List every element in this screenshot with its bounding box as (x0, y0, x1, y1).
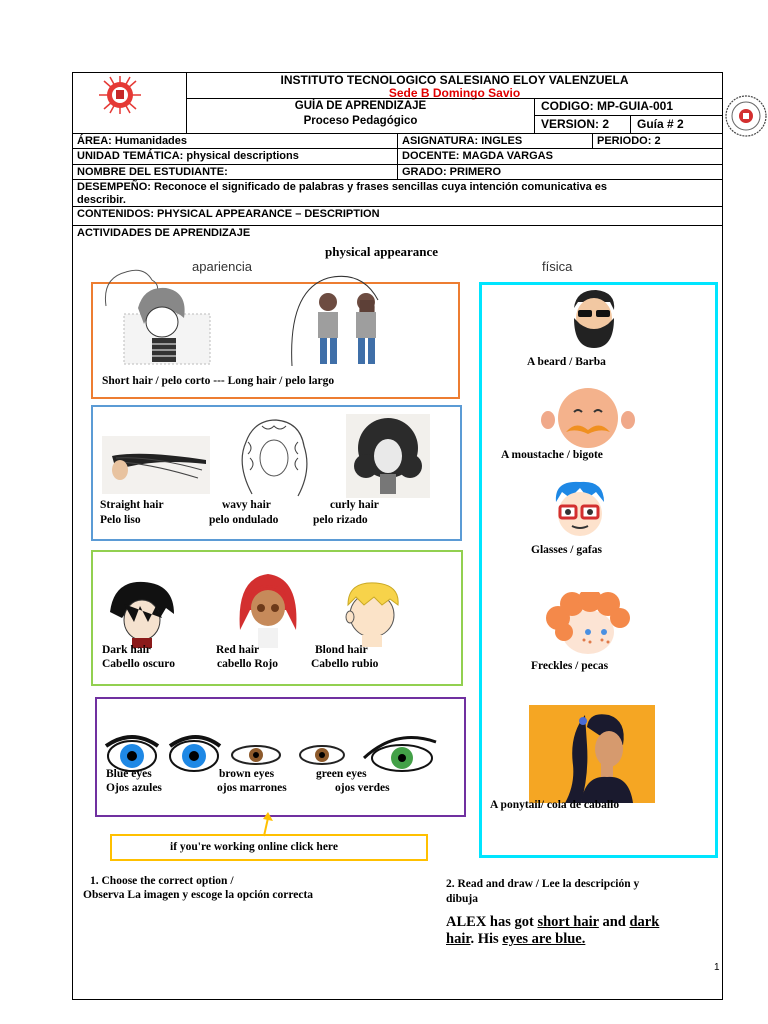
page-number: 1 (714, 962, 720, 973)
actividades-title: ACTIVIDADES DE APRENDIZAJE (77, 227, 251, 239)
estudiante-label: NOMBRE DEL ESTUDIANTE: (77, 166, 228, 178)
process-title: Proceso Pedagógico (303, 115, 418, 127)
straight-hair-es: Pelo liso (100, 514, 141, 526)
dark-hair-image (104, 578, 180, 648)
alex-dark: dark (629, 914, 660, 930)
guia-number: Guía # 2 (637, 117, 684, 131)
ponytail-label: A ponytail/ cola de caballo (490, 799, 620, 811)
title-fisica: física (542, 259, 573, 274)
periodo-text: PERIODO: 2 (597, 135, 661, 147)
periodo-cell (592, 133, 723, 149)
brown-eyes-en: brown eyes (219, 768, 275, 780)
desempeno-cell (72, 179, 723, 207)
exercise2-line1: 2. Read and draw / Lee la descripción y (446, 878, 640, 890)
guia-cell (630, 115, 723, 134)
green-eye-image (360, 728, 440, 778)
unidad-text: UNIDAD TEMÁTICA: physical descriptions (77, 150, 299, 162)
curly-hair-en: curly hair (330, 499, 379, 511)
dark-hair-es: Cabello oscuro (102, 658, 175, 670)
straight-hair-image (102, 436, 210, 494)
logo-cell (72, 72, 187, 134)
asignatura-text: ASIGNATURA: INGLES (402, 135, 523, 147)
exercise1-line2: Observa La imagen y escoge la opción correcta (83, 889, 314, 901)
brown-eyes-es: ojos marrones (217, 782, 287, 794)
exercise2-line2: dibuja (446, 893, 478, 905)
blond-hair-en: Blond hair (315, 644, 368, 656)
contenidos-cell (72, 206, 723, 226)
guide-cell (186, 98, 535, 134)
blond-hair-image (334, 575, 406, 647)
alex-text-2: and (598, 914, 630, 930)
freckles-boy-icon (544, 592, 632, 656)
hair-length-caption: Short hair / pelo corto --- Long hair / pelo largo (102, 375, 335, 387)
red-hair-en: Red hair (216, 644, 260, 656)
beard-man-icon (566, 288, 622, 350)
blond-hair-es: Cabello rubio (311, 658, 379, 670)
wavy-hair-image (232, 414, 316, 498)
alex-description (446, 914, 716, 948)
page-title: physical appearance (325, 244, 439, 259)
glasses-label: Glasses / gafas (531, 544, 602, 556)
version-cell (534, 115, 631, 134)
unidad-cell (72, 148, 398, 165)
beard-label: A beard / Barba (527, 356, 606, 368)
wavy-hair-es: pelo ondulado (209, 514, 279, 526)
dark-hair-en: Dark hair (102, 644, 151, 656)
glasses-boy-icon (546, 480, 612, 542)
alex-eyes-blue: eyes are blue. (502, 931, 586, 947)
school-seal-right (724, 94, 768, 138)
blue-eyes-es: Ojos azules (106, 782, 162, 794)
alex-text-1: ALEX has got (446, 914, 538, 930)
contenidos-text: CONTENIDOS: PHYSICAL APPEARANCE – DESCRIPTION (77, 208, 380, 220)
online-link-text[interactable]: if you're working online click here (170, 841, 338, 853)
area-text: ÁREA: Humanidades (77, 135, 188, 147)
docente-text: DOCENTE: MAGDA VARGAS (402, 150, 553, 162)
green-eyes-es: ojos verdes (335, 782, 390, 794)
curly-hair-image (346, 414, 430, 498)
code-cell (534, 98, 723, 116)
ponytail-girl-image (529, 705, 655, 803)
green-eyes-en: green eyes (316, 768, 367, 780)
sede-name: Sede B Domingo Savio (388, 86, 521, 100)
straight-hair-en: Straight hair (100, 499, 164, 511)
code-text: CODIGO: MP-GUIA-001 (541, 99, 674, 113)
short-hair-girl-image (96, 266, 212, 366)
freckles-label: Freckles / pecas (531, 660, 609, 672)
long-hair-people-image (288, 270, 400, 368)
desempeno-line1: DESEMPEÑO: Reconoce el significado de palabras y frases sencillas cuya intención comunicativa es (77, 181, 608, 193)
grado-text: GRADO: PRIMERO (402, 166, 501, 178)
red-hair-image (236, 570, 300, 648)
brown-eyes-image (228, 740, 348, 770)
curly-hair-es: pelo rizado (313, 514, 368, 526)
red-hair-es: cabello Rojo (217, 658, 279, 670)
blue-eyes-en: Blue eyes (106, 768, 152, 780)
asignatura-cell (397, 133, 593, 149)
alex-short-hair: short hair (537, 914, 599, 930)
desempeno-line2: describir. (77, 194, 126, 206)
institute-cell (186, 72, 723, 99)
moustache-label: A moustache / bigote (501, 449, 603, 461)
institute-name: INSTITUTO TECNOLOGICO SALESIANO ELOY VALENZUELA (280, 73, 629, 87)
guide-title: GUÍA DE APRENDIZAJE (294, 100, 427, 112)
docente-cell (397, 148, 723, 165)
wavy-hair-en: wavy hair (222, 499, 271, 511)
grado-cell (397, 164, 723, 180)
title-apariencia: apariencia (192, 259, 252, 274)
alex-hair: hair (446, 931, 471, 947)
estudiante-cell (72, 164, 398, 180)
version-text: VERSION: 2 (541, 117, 610, 131)
alex-text-3: . His (470, 931, 503, 947)
moustache-face-icon (540, 388, 636, 448)
area-cell (72, 133, 398, 149)
online-link-button[interactable] (110, 834, 428, 861)
exercise1-line1: 1. Choose the correct option / (90, 875, 234, 887)
